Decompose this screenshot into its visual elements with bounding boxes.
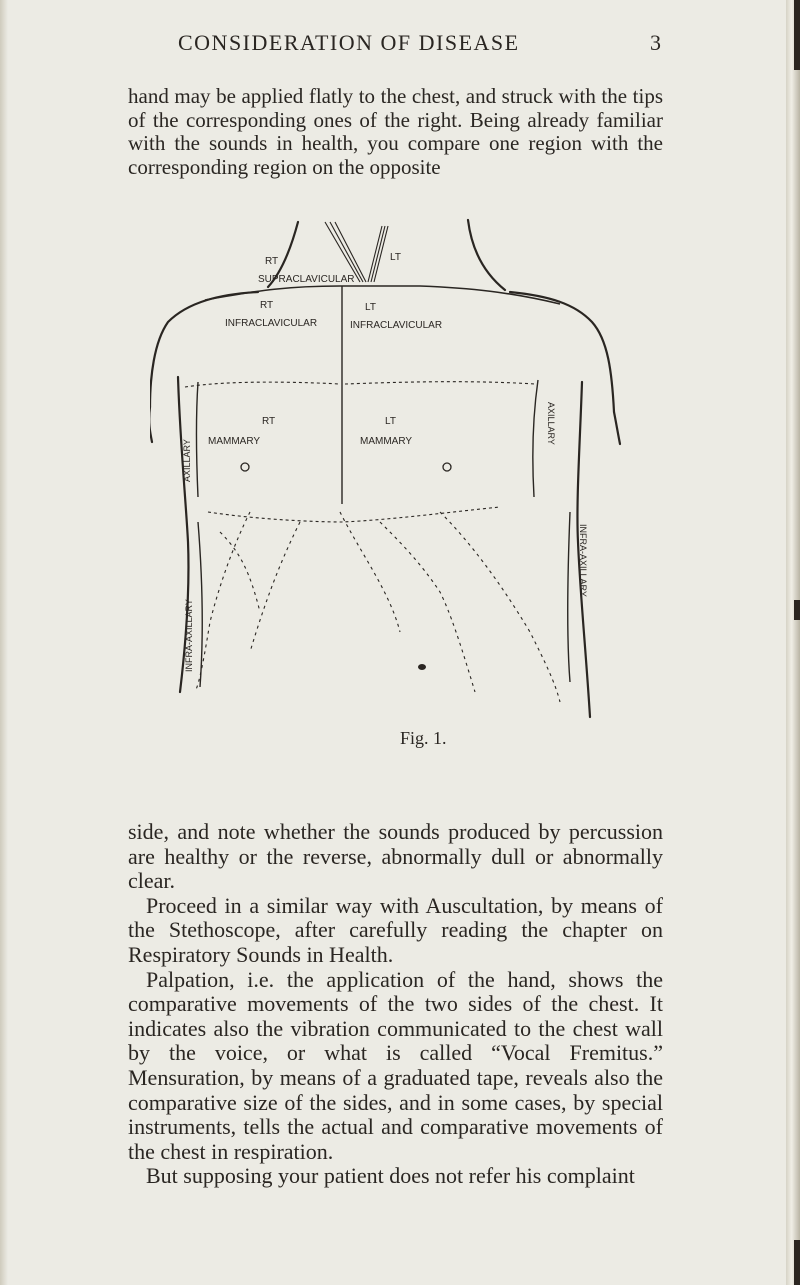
arm-edge-left — [150, 407, 152, 442]
page-edge — [786, 0, 800, 1285]
axillary-divider-right — [533, 380, 538, 497]
text-block-bottom — [128, 820, 663, 1189]
paragraph: side, and note whether the sounds produced by percussion are healthy or the reverse, abnormally dull or abnormally clear. — [128, 819, 663, 894]
left-nipple-mark — [443, 463, 451, 471]
mammary-boundary-left — [185, 382, 340, 387]
label-infraclavicular-lt: INFRACLAVICULAR — [350, 320, 443, 331]
label-rt-infra: RT — [260, 300, 274, 311]
rib-line — [250, 522, 300, 652]
page-edge-mark — [794, 1240, 800, 1285]
label-rt-mammary: RT — [262, 416, 276, 427]
label-mammary-rt: MAMMARY — [208, 436, 261, 447]
shoulder-outline-right — [510, 292, 614, 412]
arm-edge-right — [614, 412, 620, 444]
right-nipple-mark — [241, 463, 249, 471]
supraclavicular-line — [371, 226, 385, 282]
page-gutter-shadow — [0, 0, 8, 1285]
infra-axillary-divider-right — [568, 512, 570, 682]
rib-line — [340, 512, 400, 632]
page-edge-mark — [794, 600, 800, 620]
rib-line — [195, 512, 250, 692]
paragraph: Palpation, i.e. the application of the hand, shows the comparative movements of the two sides of the chest. It indicates also the vibration communicated to the chest wall by the voice, or what is called “Vocal Fremitus.” Mensuration, by means of a graduated tape, reveals also the comparative size of the sides, and in some cases, by special instruments, tells the actual and comparative movements of the chest in respiration. — [128, 966, 663, 1164]
chest-regions-figure — [150, 212, 650, 727]
label-axillary-right: AXILLARY — [546, 402, 556, 445]
label-lt-infra: LT — [365, 302, 376, 313]
rib-line — [380, 522, 475, 692]
page-edge-mark — [794, 0, 800, 70]
rib-line — [440, 512, 560, 702]
axillary-divider-left — [197, 382, 199, 497]
label-rt-supra: RT — [265, 256, 279, 267]
rib-line — [220, 532, 260, 612]
supraclavicular-line — [368, 226, 382, 282]
supraclavicular-line — [335, 222, 366, 282]
label-axillary-left: AXILLARY — [182, 439, 192, 482]
supraclavicular-line — [325, 222, 360, 282]
figure-caption: Fig. 1. — [400, 728, 447, 748]
supraclavicular-line — [330, 222, 363, 282]
mammary-boundary-right — [345, 382, 535, 384]
label-infraclavicular-rt: INFRACLAVICULAR — [225, 318, 318, 329]
infra-mammary-boundary — [208, 507, 500, 522]
supraclavicular-line — [374, 226, 388, 282]
label-mammary-lt: MAMMARY — [360, 436, 413, 447]
label-infra-axillary-right: INFRA-AXILLARY — [578, 524, 588, 597]
paragraph: But supposing your patient does not refer his complaint — [146, 1163, 635, 1189]
running-head: CONSIDERATION OF DISEASE — [178, 30, 520, 55]
chest-diagram — [150, 212, 650, 727]
neck-outline-right — [468, 220, 505, 290]
label-infra-axillary-left: INFRA-AXILLARY — [184, 599, 194, 672]
text-block-top — [128, 85, 663, 179]
shoulder-outline-left — [150, 292, 258, 407]
clavicle-line — [205, 286, 560, 304]
label-lt-supra: LT — [390, 252, 401, 263]
label-supraclavicular: SUPRACLAVICULAR — [258, 274, 355, 285]
page-number: 3 — [650, 30, 661, 55]
page-header — [0, 30, 800, 60]
umbilicus-mark — [418, 664, 426, 670]
label-lt-mammary: LT — [385, 416, 396, 427]
paragraph: hand may be applied flatly to the chest, and struck with the tips of the corresponding ones of the right. Being already familiar with the sounds in health, you compare one region with the corresponding region on the opposite — [128, 84, 663, 179]
infra-axillary-divider-left — [198, 522, 202, 687]
paragraph: Proceed in a similar way with Auscultation, by means of the Stethoscope, after carefully reading the chapter on Respiratory Sounds in Health. — [128, 892, 663, 967]
